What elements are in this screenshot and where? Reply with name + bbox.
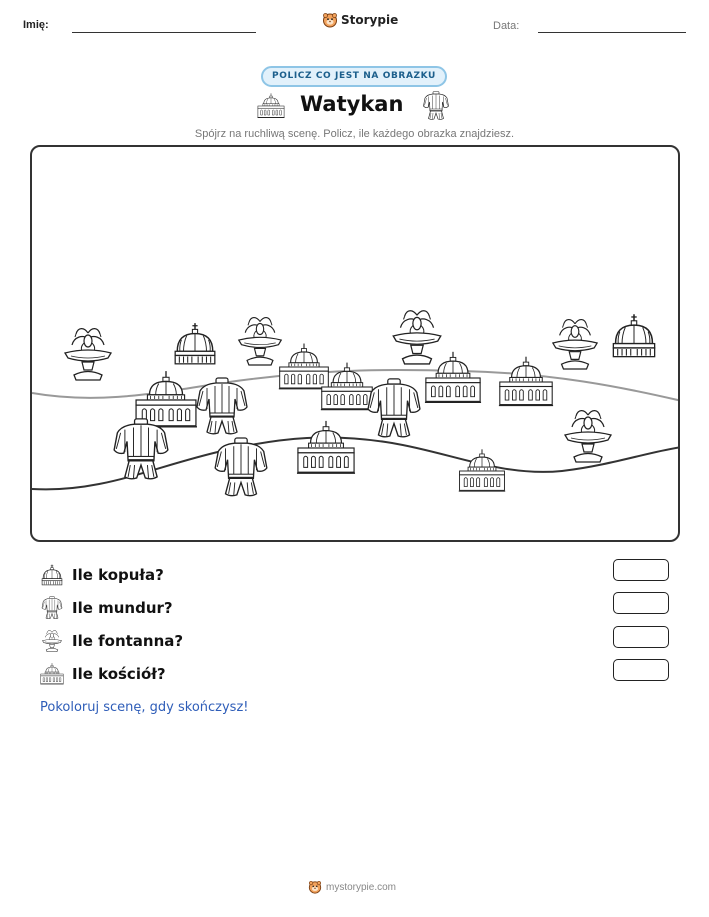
activity-badge: POLICZ CO JEST NA OBRAZKU [261, 66, 447, 87]
church-icon [499, 357, 553, 406]
footer-url[interactable]: mystorypie.com [326, 881, 397, 893]
answer-box-fountains[interactable] [613, 626, 669, 648]
date-label: Data: [493, 20, 520, 32]
fountain-icon [553, 320, 597, 369]
church-icon [425, 352, 481, 403]
question-uniforms [40, 596, 173, 620]
date-field[interactable] [538, 32, 686, 33]
fountain-icon [40, 629, 64, 653]
instructions: Spójrz na ruchliwą scenę. Policz, ile każdego obrazka znajdziesz. [194, 128, 515, 140]
page-title: Watykan [300, 92, 404, 116]
church-icon [40, 662, 64, 686]
uniform-icon [40, 596, 64, 620]
fountain-icon [565, 411, 611, 462]
name-label: Imię: [23, 19, 49, 31]
question-label: Ile fontanna? [72, 632, 184, 650]
question-label: Ile kościół? [72, 665, 166, 683]
question-label: Ile mundur? [72, 599, 173, 617]
footer [308, 880, 396, 894]
brand-name: Storypie [341, 13, 399, 27]
question-fountains [40, 629, 183, 653]
dome-icon [40, 563, 64, 587]
dome-icon [613, 314, 654, 356]
storypie-mascot-icon [308, 880, 322, 894]
title-uniform-icon [421, 91, 451, 121]
title-dome-icon [257, 93, 285, 119]
fountain-icon [239, 318, 281, 365]
church-icon [297, 421, 355, 473]
answer-box-churches[interactable] [613, 659, 669, 681]
coloring-note: Pokoloruj scenę, gdy skończysz! [40, 700, 249, 715]
fountain-icon [393, 311, 441, 364]
uniform-icon [197, 378, 247, 434]
question-domes [40, 563, 164, 587]
brand-logo [322, 12, 398, 28]
name-field[interactable] [72, 32, 256, 33]
scene-illustration [32, 147, 680, 542]
question-churches [40, 662, 166, 686]
question-label: Ile kopuła? [72, 566, 164, 584]
storypie-mascot-icon [322, 12, 338, 28]
fountain-icon [65, 329, 111, 380]
answer-box-domes[interactable] [613, 559, 669, 581]
church-icon [459, 449, 505, 491]
uniform-icon [114, 419, 168, 479]
answer-box-uniforms[interactable] [613, 592, 669, 614]
dome-icon [175, 323, 215, 364]
counting-scene [30, 145, 680, 542]
uniform-icon [215, 438, 267, 496]
uniform-icon [368, 379, 420, 437]
church-icon [279, 344, 329, 389]
